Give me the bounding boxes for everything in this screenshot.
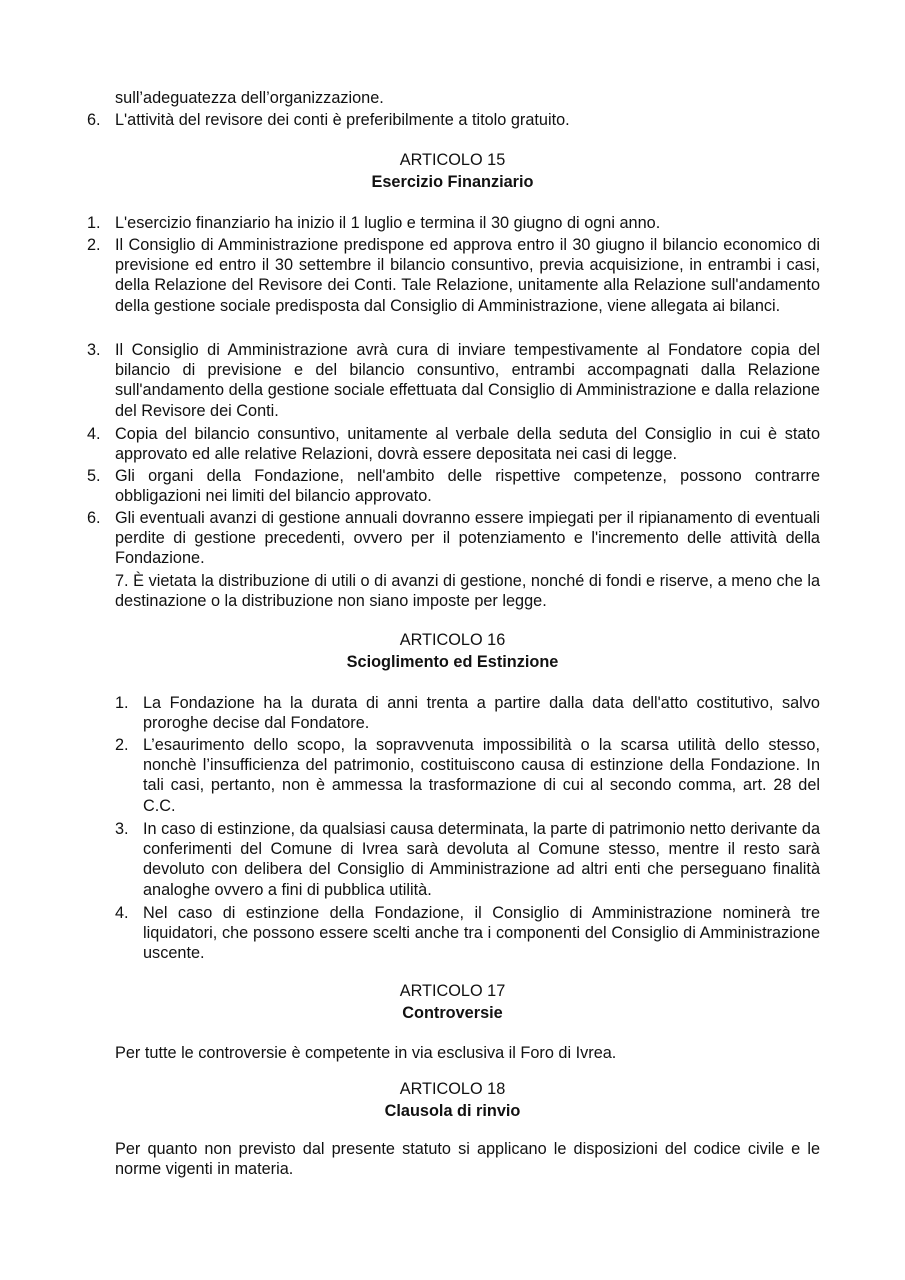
- article-label: ARTICOLO 18: [399, 1080, 506, 1098]
- list-item: Gli eventuali avanzi di gestione annuali dovranno essere impiegati per il ripianamento di eventuali perdite di gestione precedenti, ovvero per il potenziamento e l'incremento delle attività della Fondazione.: [115, 509, 820, 568]
- list-item: L’esaurimento dello scopo, la sopravvenuta impossibilità o la scarsa utilità dello stesso, nonchè l’insufficienza del patrimonio, costituiscono causa di estinzione della Fondazione. In tali casi, pertanto, non è ammessa la trasformazione di cui al secondo comma, art. 28 del C.C.: [143, 736, 820, 815]
- article-title: Controversie: [402, 1004, 503, 1022]
- article-title: Esercizio Finanziario: [371, 173, 534, 191]
- list-number: 3.: [87, 341, 101, 359]
- list-item: Nel caso di estinzione della Fondazione, il Consiglio di Amministrazione nominerà tre liquidatori, che possono essere scelti anche tra i componenti del Consiglio di Amministrazione uscente.: [143, 904, 820, 963]
- list-number: 2.: [87, 236, 101, 254]
- list-item: Il Consiglio di Amministrazione predispone ed approva entro il 30 giugno il bilancio economico di previsione ed entro il 30 settembre il bilancio consuntivo, previa acquisizione, in entrambi i casi, della Relazione del Revisore dei Conti. Tale Relazione, unitamente alla Relazione sull'andamento della gestione sociale predisposta dal Consiglio di Amministrazione, viene allegata ai bilanci.: [115, 236, 820, 315]
- article-label: ARTICOLO 16: [399, 631, 506, 649]
- list-number: 5.: [87, 467, 101, 485]
- list-number: 1.: [115, 694, 129, 712]
- list-number: 6.: [87, 509, 101, 527]
- article-label: ARTICOLO 15: [399, 151, 506, 169]
- continuation-line: sull’adeguatezza dell’organizzazione.: [115, 89, 384, 107]
- article-title: Clausola di rinvio: [384, 1102, 521, 1120]
- article-paragraph: Per tutte le controversie è competente in via esclusiva il Foro di Ivrea.: [115, 1044, 617, 1062]
- list-item: In caso di estinzione, da qualsiasi causa determinata, la parte di patrimonio netto derivante da conferimenti del Comune di Ivrea sarà devoluta al Comune stesso, mentre il resto sarà devoluto con delibera del Consiglio di Amministrazione ad altri enti che perseguano finalità analoghe ovvero a fini di pubblica utilità.: [143, 820, 820, 899]
- list-number: 4.: [87, 425, 101, 443]
- list-number: 6.: [87, 111, 101, 129]
- list-item: La Fondazione ha la durata di anni trenta a partire dalla data dell'atto costitutivo, salvo proroghe decise dal Fondatore.: [143, 694, 820, 733]
- list-number: 1.: [87, 214, 101, 232]
- article-title: Scioglimento ed Estinzione: [346, 653, 559, 671]
- list-number: 3.: [115, 820, 129, 838]
- list-number: 4.: [115, 904, 129, 922]
- list-item: Il Consiglio di Amministrazione avrà cura di inviare tempestivamente al Fondatore copia del bilancio di previsione e del bilancio consuntivo, entrambi accompagnati dalla Relazione sull'andamento della gestione sociale effettuata dal Consiglio di Amministrazione e dalla relazione del Revisore dei Conti.: [115, 341, 820, 420]
- list-item: Gli organi della Fondazione, nell'ambito delle rispettive competenze, possono contrarre obbligazioni nei limiti del bilancio approvato.: [115, 467, 820, 506]
- list-item: Copia del bilancio consuntivo, unitamente al verbale della seduta del Consiglio in cui è stato approvato ed alle relative Relazioni, dovrà essere depositata nei casi di legge.: [115, 425, 820, 464]
- article-paragraph: Per quanto non previsto dal presente statuto si applicano le disposizioni del codice civile e le norme vigenti in materia.: [115, 1140, 820, 1179]
- list-item: 7. È vietata la distribuzione di utili o di avanzi di gestione, nonché di fondi e riserve, a meno che la destinazione o la distribuzione non siano imposte per legge.: [115, 572, 820, 611]
- list-number: 2.: [115, 736, 129, 754]
- article-label: ARTICOLO 17: [399, 982, 506, 1000]
- list-item: L'esercizio finanziario ha inizio il 1 luglio e termina il 30 giugno di ogni anno.: [115, 214, 661, 232]
- list-item: L'attività del revisore dei conti è preferibilmente a titolo gratuito.: [115, 111, 570, 129]
